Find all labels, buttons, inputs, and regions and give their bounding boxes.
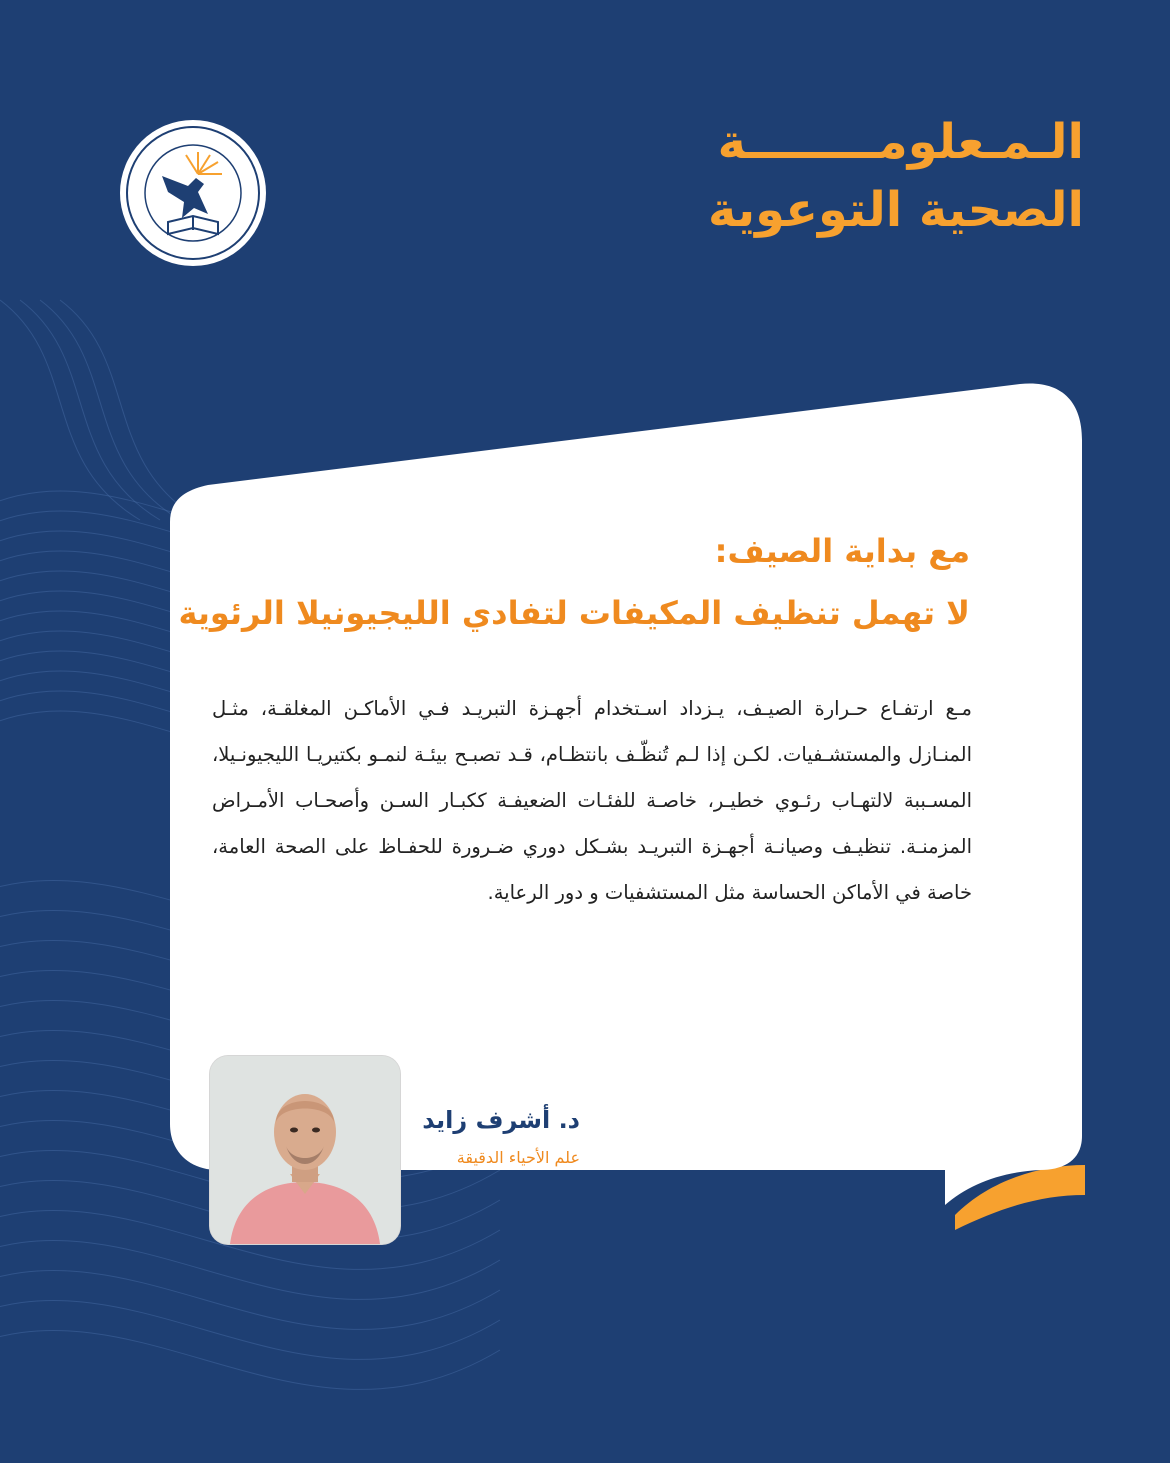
article-headline — [170, 520, 970, 644]
author-role: علم الأحياء الدقيقة — [456, 1148, 580, 1167]
author-photo — [210, 1056, 400, 1244]
page-title-line1: الـمـعلومــــــــة — [717, 114, 1084, 170]
headline-line2: لا تهمل تنظيف المكيفات لتفادي الليجيونيلا الرئوية — [178, 594, 970, 632]
headline-line1: مع بداية الصيف: — [714, 532, 970, 570]
page-title-line2: الصحية التوعوية — [708, 182, 1084, 238]
author-portrait-icon — [210, 1056, 400, 1244]
author-name: د. أشرف زايد — [422, 1106, 580, 1134]
article-body: مـع ارتفـاع حـرارة الصيـف، يـزداد اسـتخدام أجهـزة التبريـد فـي الأماكـن المغلقـة، مثـل المنـازل والمستشـفيات. لكـن إذا لـم تُنظّـف بانتظـام، قـد تصبـح بيئـة لنمـو بكتيريـا الليجيونـيلا، المسـببة لالتهـاب رئـوي خطيـر، خاصـة للفئـات الضعيفـة ككبـار السـن وأصحـاب الأمـراض المزمنـة. تنظيـف وصيانـة أجهـزة التبريـد بشـكل دوري ضـرورة للحفـاظ على الصحة العامة، خاصة في الأماكن الحساسة مثل المستشفيات و دور الرعاية. — [212, 697, 972, 904]
